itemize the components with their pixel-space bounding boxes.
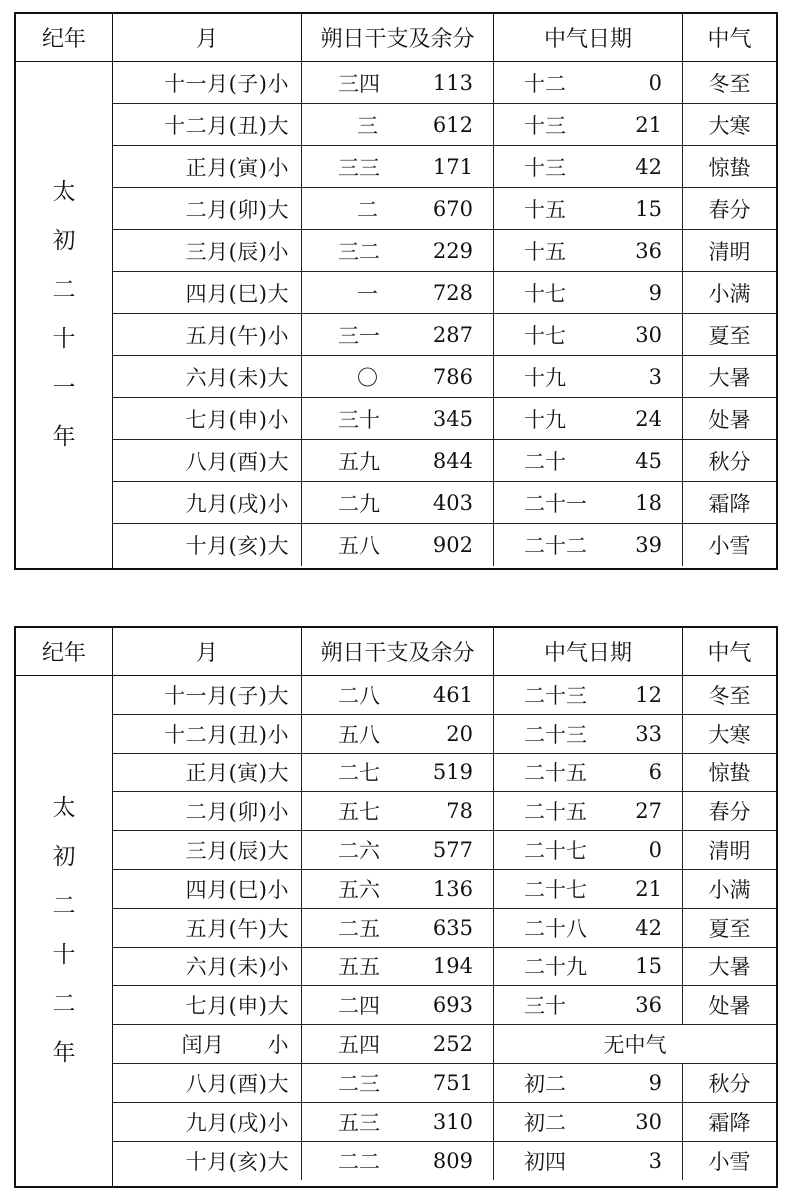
- zhongqi-name-cell: 秋分: [708, 1071, 751, 1096]
- remainder-value: 577: [432, 838, 473, 863]
- shuo-cell: [302, 831, 494, 869]
- header-date: 中气日期: [494, 14, 683, 61]
- zhongqi-fraction: 33: [635, 721, 662, 746]
- zhongqi-day: 二十五: [524, 761, 587, 786]
- zhongqi-fraction: 36: [635, 993, 662, 1018]
- zhongqi-day: 二十八: [524, 916, 587, 941]
- remainder-value: 902: [432, 533, 473, 557]
- ganzhi-value: 三四: [338, 71, 380, 96]
- ganzhi-value: 五五: [338, 955, 380, 980]
- year-char: 太: [52, 795, 76, 821]
- month-cell: 七月(申)小: [113, 398, 302, 439]
- zhongqi-date-cell: [494, 986, 683, 1024]
- zhongqi-date-cell: [494, 272, 683, 313]
- zhongqi-fraction: 9: [648, 280, 662, 305]
- ganzhi-value: 五四: [338, 1033, 380, 1058]
- shuo-cell: [302, 524, 494, 566]
- month-cell: 三月(辰)大: [113, 831, 302, 869]
- zhongqi-fraction: 9: [648, 1070, 662, 1095]
- year-column: [16, 676, 113, 1186]
- month-cell: 十月(亥)大: [113, 524, 302, 566]
- table-row: [113, 188, 776, 230]
- zhongqi-fraction: 0: [648, 70, 662, 95]
- zhongqi-day: 十二: [524, 71, 566, 96]
- zhongqi-fraction: 30: [635, 322, 662, 347]
- shuo-cell: [302, 1064, 494, 1102]
- zhongqi-fraction: 24: [635, 406, 662, 431]
- remainder-value: 403: [432, 490, 473, 515]
- ganzhi-value: 五六: [338, 877, 380, 902]
- header-qi: 中气: [707, 27, 752, 52]
- shuo-cell: [302, 715, 494, 753]
- zhongqi-name-cell: 清明: [708, 239, 751, 264]
- zhongqi-name-cell: 冬至: [708, 683, 751, 708]
- table-row: [113, 1025, 776, 1064]
- zhongqi-day: 十三: [524, 113, 566, 138]
- shuo-cell: [302, 440, 494, 481]
- zhongqi-fraction: 3: [648, 1148, 662, 1173]
- ganzhi-value: 五八: [338, 534, 380, 558]
- zhongqi-fraction: 6: [648, 760, 662, 785]
- zhongqi-name-cell: 春分: [708, 800, 751, 825]
- table-body: [113, 676, 776, 1186]
- zhongqi-date-cell: [494, 1103, 683, 1141]
- zhongqi-name-cell: 小满: [708, 877, 751, 902]
- month-cell: 八月(酉)大: [113, 440, 302, 481]
- shuo-cell: [302, 1025, 494, 1063]
- month-cell: 三月(辰)小: [113, 230, 302, 271]
- table-row: [113, 831, 776, 870]
- shuo-cell: [302, 676, 494, 714]
- month-cell: 六月(未)大: [113, 356, 302, 397]
- header-month: 月: [113, 14, 302, 61]
- shuo-cell: [302, 398, 494, 439]
- zhongqi-name-cell: 夏至: [708, 916, 751, 941]
- zhongqi-fraction: 21: [635, 876, 662, 901]
- zhongqi-day: 二十七: [524, 877, 587, 902]
- zhongqi-date-cell: [494, 754, 683, 792]
- remainder-value: 171: [432, 154, 473, 179]
- table-row: [113, 482, 776, 524]
- table-row: [113, 356, 776, 398]
- zhongqi-day: 二十三: [524, 722, 587, 747]
- zhongqi-date-cell: [494, 909, 683, 947]
- remainder-value: 844: [432, 448, 473, 473]
- year-column: [16, 62, 113, 568]
- zhongqi-date-cell: [494, 356, 683, 397]
- shuo-cell: [302, 146, 494, 187]
- zhongqi-name-cell: 大寒: [708, 113, 751, 138]
- zhongqi-fraction: 36: [635, 238, 662, 263]
- table-row: [113, 909, 776, 948]
- ganzhi-value: 〇: [357, 365, 378, 390]
- zhongqi-date-cell: [494, 524, 683, 566]
- zhongqi-date-cell: [494, 715, 683, 753]
- zhongqi-name-cell: 霜降: [708, 491, 751, 516]
- remainder-value: 20: [446, 721, 473, 746]
- zhongqi-fraction: 3: [648, 364, 662, 389]
- shuo-cell: [302, 909, 494, 947]
- table-header: [16, 14, 776, 62]
- year-char: 太: [52, 179, 76, 205]
- zhongqi-date-cell: [494, 398, 683, 439]
- shuo-cell: [302, 356, 494, 397]
- ganzhi-value: 二八: [338, 683, 380, 708]
- zhongqi-date-cell: [494, 146, 683, 187]
- zhongqi-name-cell: 惊蛰: [708, 155, 751, 180]
- ganzhi-value: 五九: [338, 449, 380, 474]
- zhongqi-fraction: 12: [635, 682, 662, 707]
- zhongqi-name-cell: 大寒: [708, 722, 751, 747]
- ganzhi-value: 三三: [338, 155, 380, 180]
- shuo-cell: [302, 948, 494, 986]
- ganzhi-value: 二五: [338, 916, 380, 941]
- zhongqi-fraction: 27: [635, 799, 662, 824]
- zhongqi-name-cell: 惊蛰: [708, 761, 751, 786]
- month-cell: 九月(戌)小: [113, 1103, 302, 1141]
- shuo-cell: [302, 272, 494, 313]
- zhongqi-day: 十九: [524, 407, 566, 432]
- ganzhi-value: 二六: [338, 839, 380, 864]
- zhongqi-day: 十三: [524, 155, 566, 180]
- remainder-value: 786: [432, 364, 473, 389]
- zhongqi-date-cell: [494, 948, 683, 986]
- remainder-value: 229: [432, 238, 473, 263]
- table-row: [113, 792, 776, 831]
- table-row: [113, 676, 776, 715]
- shuo-cell: [302, 792, 494, 830]
- zhongqi-date-cell: [494, 188, 683, 229]
- zhongqi-fraction: 0: [648, 838, 662, 863]
- zhongqi-day: 二十五: [524, 800, 587, 825]
- zhongqi-date-cell: [494, 482, 683, 523]
- table-row: [113, 398, 776, 440]
- month-cell: 六月(未)小: [113, 948, 302, 986]
- month-cell: 四月(巳)小: [113, 870, 302, 908]
- shuo-cell: [302, 870, 494, 908]
- table-row: [113, 1103, 776, 1142]
- month-cell: 正月(寅)小: [113, 146, 302, 187]
- table-row: [113, 272, 776, 314]
- ganzhi-value: 三一: [338, 323, 380, 348]
- month-cell: 十一月(子)小: [113, 62, 302, 103]
- year-char: 二: [52, 991, 76, 1017]
- table-row: [113, 62, 776, 104]
- zhongqi-fraction: 15: [635, 954, 662, 979]
- shuo-cell: [302, 1142, 494, 1181]
- remainder-value: 519: [432, 760, 473, 785]
- header-year: 纪年: [16, 628, 113, 675]
- zhongqi-fraction: 39: [635, 533, 662, 557]
- zhongqi-date-cell: [494, 792, 683, 830]
- header-qi: 中气: [707, 641, 752, 666]
- table-row: [113, 314, 776, 356]
- zhongqi-name-cell: 大暑: [708, 365, 751, 390]
- remainder-value: 809: [432, 1148, 473, 1173]
- table-header: [16, 628, 776, 676]
- zhongqi-name-cell: 清明: [708, 839, 751, 864]
- zhongqi-name-cell: 春分: [708, 197, 751, 222]
- zhongqi-day: 十五: [524, 239, 566, 264]
- year-char: 初: [52, 844, 76, 870]
- ganzhi-value: 五三: [338, 1110, 380, 1135]
- month-cell: 正月(寅)大: [113, 754, 302, 792]
- zhongqi-fraction: 15: [635, 196, 662, 221]
- zhongqi-day: 十七: [524, 323, 566, 348]
- zhongqi-day: 二十七: [524, 839, 587, 864]
- table-body: [113, 62, 776, 568]
- zhongqi-date-cell: [494, 230, 683, 271]
- ganzhi-value: 二九: [338, 491, 380, 516]
- year-char: 十: [52, 942, 76, 968]
- table-row: [113, 948, 776, 987]
- zhongqi-name-cell: 处暑: [708, 407, 751, 432]
- shuo-cell: [302, 104, 494, 145]
- ganzhi-value: 一: [357, 281, 378, 306]
- zhongqi-day: 初二: [524, 1110, 566, 1135]
- year-char: 十: [52, 326, 76, 352]
- year-char: 年: [52, 424, 76, 450]
- remainder-value: 461: [432, 682, 473, 707]
- zhongqi-date-cell: [494, 831, 683, 869]
- zhongqi-fraction: 42: [635, 154, 662, 179]
- month-cell: 十二月(丑)大: [113, 104, 302, 145]
- month-cell: 四月(巳)大: [113, 272, 302, 313]
- remainder-value: 113: [432, 70, 473, 95]
- zhongqi-fraction: 42: [635, 915, 662, 940]
- table-row: [113, 754, 776, 793]
- calendar-table-1: [14, 12, 778, 570]
- year-char: 二: [52, 893, 76, 919]
- zhongqi-date-cell: [494, 314, 683, 355]
- ganzhi-value: 三十: [338, 407, 380, 432]
- zhongqi-name-cell: 秋分: [708, 449, 751, 474]
- zhongqi-name-cell: 霜降: [708, 1110, 751, 1135]
- header-shuo: 朔日干支及余分: [302, 628, 494, 675]
- remainder-value: 287: [432, 322, 473, 347]
- table-row: [113, 715, 776, 754]
- table-row: [113, 870, 776, 909]
- remainder-value: 612: [432, 112, 473, 137]
- header-month: 月: [113, 628, 302, 675]
- table-row: [113, 986, 776, 1025]
- year-char: 年: [52, 1040, 76, 1066]
- zhongqi-day: 十七: [524, 281, 566, 306]
- calendar-table-2: [14, 626, 778, 1188]
- zhongqi-day: 初二: [524, 1071, 566, 1096]
- zhongqi-date-cell: [494, 1064, 683, 1102]
- zhongqi-day: 二十二: [524, 534, 587, 558]
- month-cell: 九月(戌)小: [113, 482, 302, 523]
- zhongqi-date-cell: [494, 104, 683, 145]
- zhongqi-name-cell: 小雪: [708, 534, 751, 558]
- zhongqi-fraction: 45: [635, 448, 662, 473]
- ganzhi-value: 二三: [338, 1071, 380, 1096]
- remainder-value: 670: [432, 196, 473, 221]
- month-cell: 十二月(丑)小: [113, 715, 302, 753]
- remainder-value: 310: [432, 1109, 473, 1134]
- remainder-value: 728: [432, 280, 473, 305]
- zhongqi-name-cell: 小满: [708, 281, 751, 306]
- year-char: 一: [52, 375, 76, 401]
- year-char: 二: [52, 277, 76, 303]
- remainder-value: 751: [432, 1070, 473, 1095]
- table-row: [113, 104, 776, 146]
- shuo-cell: [302, 62, 494, 103]
- remainder-value: 194: [432, 954, 473, 979]
- table-row: [113, 524, 776, 566]
- zhongqi-name-cell: 小雪: [708, 1149, 751, 1174]
- zhongqi-day: 二十九: [524, 955, 587, 980]
- ganzhi-value: 二四: [338, 994, 380, 1019]
- shuo-cell: [302, 986, 494, 1024]
- shuo-cell: [302, 754, 494, 792]
- zhongqi-day: 二十三: [524, 683, 587, 708]
- month-cell: 闰月 小: [113, 1025, 302, 1063]
- zhongqi-fraction: 18: [635, 490, 662, 515]
- zhongqi-day: 二十一: [524, 491, 587, 516]
- zhongqi-name-cell: 处暑: [708, 994, 751, 1019]
- remainder-value: 136: [432, 876, 473, 901]
- month-cell: 七月(申)大: [113, 986, 302, 1024]
- zhongqi-name-cell: 夏至: [708, 323, 751, 348]
- month-cell: 八月(酉)大: [113, 1064, 302, 1102]
- zhongqi-date-cell: [494, 1142, 683, 1181]
- zhongqi-date-cell: [494, 62, 683, 103]
- table-row: [113, 440, 776, 482]
- table-row: [113, 146, 776, 188]
- remainder-value: 345: [432, 406, 473, 431]
- month-cell: 五月(午)小: [113, 314, 302, 355]
- zhongqi-fraction: 30: [635, 1109, 662, 1134]
- ganzhi-value: 三二: [338, 239, 380, 264]
- month-cell: 十一月(子)大: [113, 676, 302, 714]
- ganzhi-value: 五八: [338, 722, 380, 747]
- shuo-cell: [302, 1103, 494, 1141]
- remainder-value: 693: [432, 993, 473, 1018]
- month-cell: 二月(卯)小: [113, 792, 302, 830]
- zhongqi-day: 十五: [524, 197, 566, 222]
- ganzhi-value: 五七: [338, 800, 380, 825]
- month-cell: 十月(亥)大: [113, 1142, 302, 1181]
- remainder-value: 252: [432, 1032, 473, 1057]
- zhongqi-name-cell: 大暑: [708, 955, 751, 980]
- no-zhongqi-cell: 无中气: [603, 1033, 667, 1058]
- remainder-value: 78: [446, 799, 473, 824]
- zhongqi-date-cell: [494, 676, 683, 714]
- table-row: [113, 1064, 776, 1103]
- zhongqi-fraction: 21: [635, 112, 662, 137]
- shuo-cell: [302, 230, 494, 271]
- month-cell: 五月(午)大: [113, 909, 302, 947]
- table-row: [113, 1142, 776, 1181]
- zhongqi-date-cell: [494, 440, 683, 481]
- shuo-cell: [302, 482, 494, 523]
- ganzhi-value: 二七: [338, 761, 380, 786]
- zhongqi-day: 十九: [524, 365, 566, 390]
- zhongqi-date-cell: [494, 870, 683, 908]
- ganzhi-value: 三: [357, 113, 378, 138]
- year-char: 初: [52, 228, 76, 254]
- zhongqi-day: 三十: [524, 994, 566, 1019]
- header-date: 中气日期: [494, 628, 683, 675]
- zhongqi-day: 初四: [524, 1149, 566, 1174]
- header-shuo: 朔日干支及余分: [302, 14, 494, 61]
- table-row: [113, 230, 776, 272]
- shuo-cell: [302, 188, 494, 229]
- month-cell: 二月(卯)大: [113, 188, 302, 229]
- shuo-cell: [302, 314, 494, 355]
- ganzhi-value: 二: [357, 197, 378, 222]
- remainder-value: 635: [432, 915, 473, 940]
- header-year: 纪年: [16, 14, 113, 61]
- zhongqi-day: 二十: [524, 449, 566, 474]
- ganzhi-value: 二二: [338, 1149, 380, 1174]
- zhongqi-name-cell: 冬至: [708, 71, 751, 96]
